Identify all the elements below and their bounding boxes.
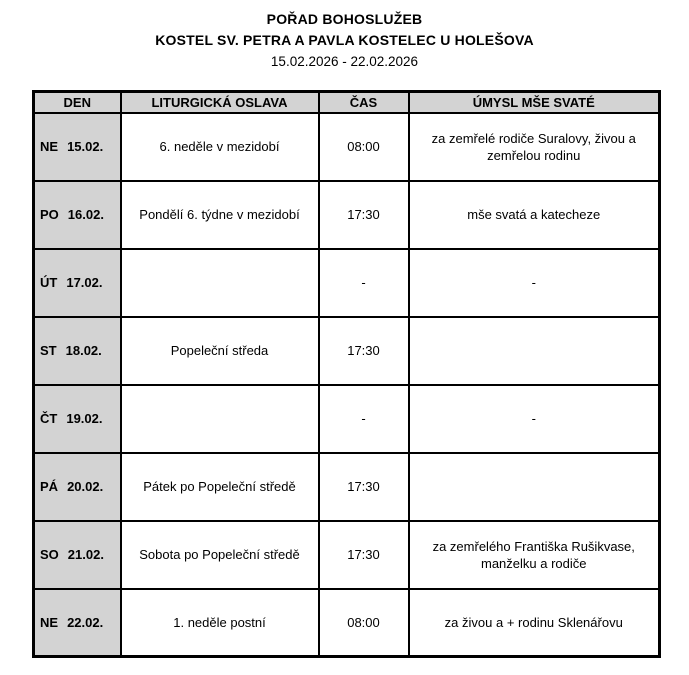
celebration-cell: 1. neděle postní <box>121 589 319 657</box>
day-abbr: ST <box>40 343 57 358</box>
column-header-time: ČAS <box>319 92 409 113</box>
table-row <box>34 521 660 589</box>
schedule-table <box>32 90 661 658</box>
time-cell: 17:30 <box>319 521 409 589</box>
day-abbr: ČT <box>40 411 58 426</box>
day-cell <box>34 385 121 453</box>
page-title: POŘAD BOHOSLUŽEB <box>266 11 423 27</box>
time-cell: 08:00 <box>319 113 409 181</box>
celebration-cell <box>121 249 319 317</box>
intention-cell: za zemřelého Františka Rušikvase, manželku a rodiče <box>409 521 660 589</box>
day-abbr: SO <box>40 547 59 562</box>
table-row <box>34 453 660 521</box>
day-date: 16.02. <box>67 207 104 222</box>
day-date: 21.02. <box>67 547 104 562</box>
table-header-row <box>34 92 660 113</box>
day-cell <box>34 249 121 317</box>
day-abbr: PÁ <box>40 479 59 494</box>
day-cell <box>34 453 121 521</box>
day-cell <box>34 113 121 181</box>
celebration-cell: Sobota po Popeleční středě <box>121 521 319 589</box>
day-cell <box>34 521 121 589</box>
intention-cell: za zemřelé rodiče Suralovy, živou a zemřelou rodinu <box>409 113 660 181</box>
column-header-day: DEN <box>34 92 121 113</box>
time-cell: - <box>319 249 409 317</box>
day-date: 17.02. <box>66 275 103 290</box>
day-cell <box>34 181 121 249</box>
day-date: 22.02. <box>67 614 104 630</box>
column-header-intention: ÚMYSL MŠE SVATÉ <box>409 92 660 113</box>
time-cell: 08:00 <box>319 589 409 657</box>
celebration-cell: Pátek po Popeleční středě <box>121 453 319 521</box>
day-abbr: ÚT <box>40 275 58 290</box>
day-cell <box>34 589 121 657</box>
day-abbr: PO <box>40 207 59 222</box>
table-row <box>34 589 660 657</box>
day-abbr: NE <box>40 139 59 154</box>
day-date: 19.02. <box>66 411 103 426</box>
day-cell <box>34 317 121 385</box>
day-date: 15.02. <box>67 139 104 154</box>
table-row <box>34 181 660 249</box>
document-header <box>0 0 689 72</box>
table-row <box>34 385 660 453</box>
time-cell: - <box>319 385 409 453</box>
celebration-cell <box>121 385 319 453</box>
celebration-cell: 6. neděle v mezidobí <box>121 113 319 181</box>
intention-cell: - <box>409 385 660 453</box>
date-range: 15.02.2026 - 22.02.2026 <box>270 54 419 69</box>
intention-cell: za živou a + rodinu Sklenářovu <box>409 589 660 657</box>
table-row <box>34 317 660 385</box>
intention-cell <box>409 453 660 521</box>
day-date: 20.02. <box>67 479 104 494</box>
table-row <box>34 113 660 181</box>
intention-cell: - <box>409 249 660 317</box>
time-cell: 17:30 <box>319 181 409 249</box>
time-cell: 17:30 <box>319 453 409 521</box>
day-abbr: NE <box>40 614 59 630</box>
time-cell: 17:30 <box>319 317 409 385</box>
intention-cell: mše svatá a katecheze <box>409 181 660 249</box>
column-header-celebration: LITURGICKÁ OSLAVA <box>121 92 319 113</box>
page-subtitle: KOSTEL SV. PETRA A PAVLA KOSTELEC U HOLEŠOVA <box>155 32 534 48</box>
day-date: 18.02. <box>65 343 102 358</box>
celebration-cell: Popeleční středa <box>121 317 319 385</box>
intention-cell <box>409 317 660 385</box>
celebration-cell: Pondělí 6. týdne v mezidobí <box>121 181 319 249</box>
table-row <box>34 249 660 317</box>
